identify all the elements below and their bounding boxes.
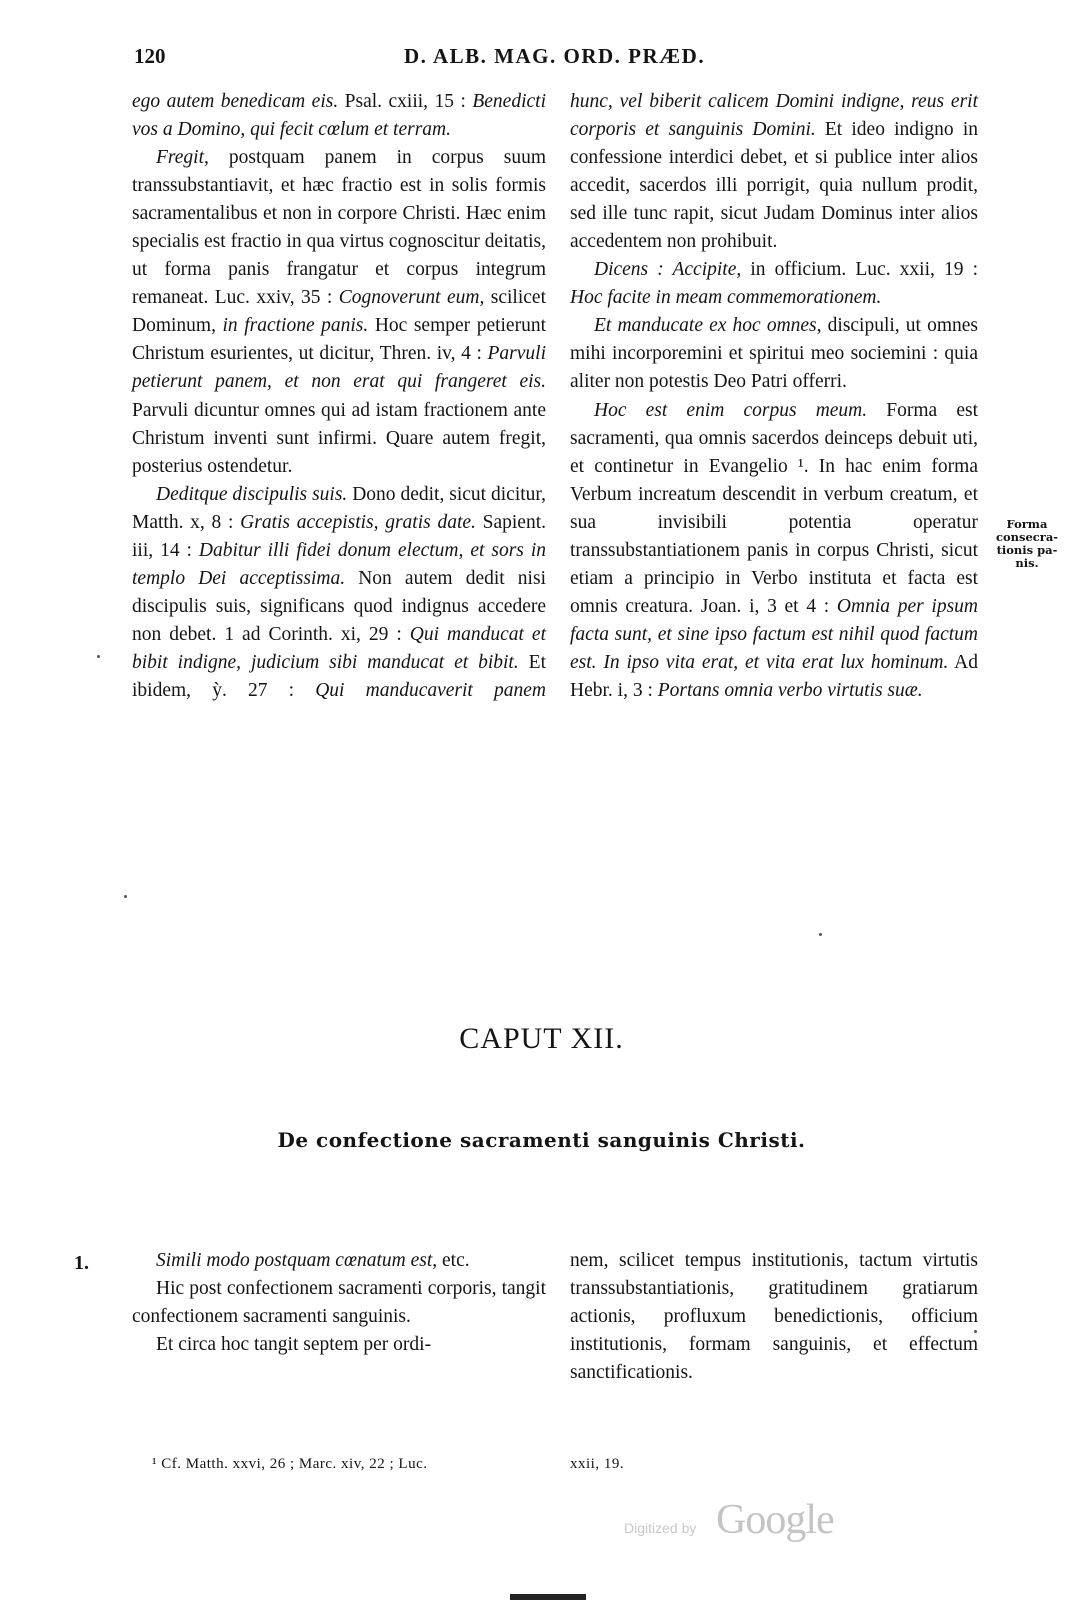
paragraph: Hoc est enim corpus meum. Forma est sacramenti, qua omnis sacerdos deinceps debuit uti, et continetur in Evangelio ¹. In hac enim forma Verbum increatum descendit in verbum creatum, et sua invisibili potentia operatur transsubstantiationem panis in corpus Christi, sicut etiam a principio in Verbo instituta et facta est omnis creatura. Joan. i, 3 et 4 : Omnia per ipsum facta sunt, et sine ipso factum est nihil quod factum est. In ipso vita erat, et vita erat lux hominum. Ad Hebr. i, 3 : Portans omnia verbo virtutis suæ. [570, 399, 978, 701]
running-title: D. ALB. MAG. ORD. PRÆD. [404, 44, 706, 68]
scan-edge-bar [510, 1594, 586, 1600]
chapter-subtitle: De confectione sacramenti sanguinis Christi. [277, 1128, 806, 1152]
scan-speck [819, 933, 822, 936]
page-number: 120 [134, 44, 166, 68]
paragraph: Et manducate ex hoc omnes, discipuli, ut omnes mihi incorporemini et spiritui meo sociemini : quia aliter non potestis Deo Patri offerri. [570, 315, 978, 393]
digitized-label: Digitized by [624, 1520, 697, 1536]
paragraph: Hic post confectionem sacramenti corporis, tangit confectionem sacramenti sanguinis. [132, 1278, 546, 1328]
paragraph: hunc, vel biberit calicem Domini indigne, reus erit corporis et sanguinis Domini. Et ideo indigno in confessione interdici debet, et si publice inter alios accedit, sacerdos illi porrigit, quia nullum prodit, sed ille tunc rapit, sicut Judam Dominus inter alios accedentem non prohibuit. [570, 91, 978, 253]
paragraph: Et circa hoc tangit septem per ordi- [156, 1334, 432, 1356]
paragraph: Dicens : Accipite, in officium. Luc. xxii, 19 : Hoc facite in meam commemorationem. [570, 259, 979, 309]
paragraph: Fregit, postquam panem in corpus suum transsubstantiavit, et hæc fractio est in solis formis sacramentalibus et non in corpore Christi. Hæc enim specialis est fractio in qua virtus cognoscitur deitatis, ut forma panis frangatur et corpus integrum remaneat. Luc. xxiv, 35 : Cognoverunt eum, scilicet Dominum, in fractione panis. Hoc semper petierunt Christum esurientes, ut dicitur, Thren. iv, 4 : Parvuli petierunt panem, et non erat qui frangeret eis. Parvuli dicuntur omnes qui ad istam fractionem ante Christum inventi sunt infirmi. Quare autem fregit, posterius ostendetur. [132, 147, 546, 477]
chapter-title: CAPUT XII. [459, 1022, 624, 1055]
column-right-lower [570, 1247, 978, 1387]
margin-note: Forma consecra-tionis pa-nis. [995, 517, 1059, 570]
footnote-left: ¹ Cf. Matth. xxvi, 26 ; Marc. xiv, 22 ; Luc. [152, 1456, 428, 1472]
paragraph: nem, scilicet tempus institutionis, tactum virtutis transsubstantiationis, gratitudinem gratiarum actionis, profluxum benedictionis, officium institutionis, formam sanguinis, et effectum sanctificationis. [570, 1250, 978, 1384]
scan-speck [974, 1330, 977, 1333]
section-number: 1. [74, 1252, 89, 1274]
scan-speck [97, 655, 100, 658]
paragraph: ego autem benedicam eis. Psal. cxiii, 15 : Benedicti vos a Domino, qui fecit cœlum et terram. [132, 91, 546, 141]
column-left-lower [132, 1247, 546, 1359]
footnote-right: xxii, 19. [570, 1456, 625, 1472]
column-left-upper [132, 88, 546, 705]
google-logo: Google [716, 1497, 834, 1543]
paragraph: Simili modo postquam cœnatum est, etc. [156, 1250, 470, 1271]
column-right-upper [570, 88, 978, 705]
scan-speck [124, 895, 127, 898]
paragraph: Deditque discipulis suis. Dono dedit, sicut dicitur, Matth. x, 8 : Gratis accepistis, gratis date. Sapient. iii, 14 : Dabitur illi fidei donum electum, et sors in templo Dei acceptissima. Non autem dedit nisi discipulis suis, significans quod indignus accedere non debet. 1 ad Corinth. xi, 29 : Qui manducat et bibit indigne, judicium sibi manducat et bibit. Et ibidem, ỳ. 27 : Qui manducaverit panem [132, 483, 546, 701]
